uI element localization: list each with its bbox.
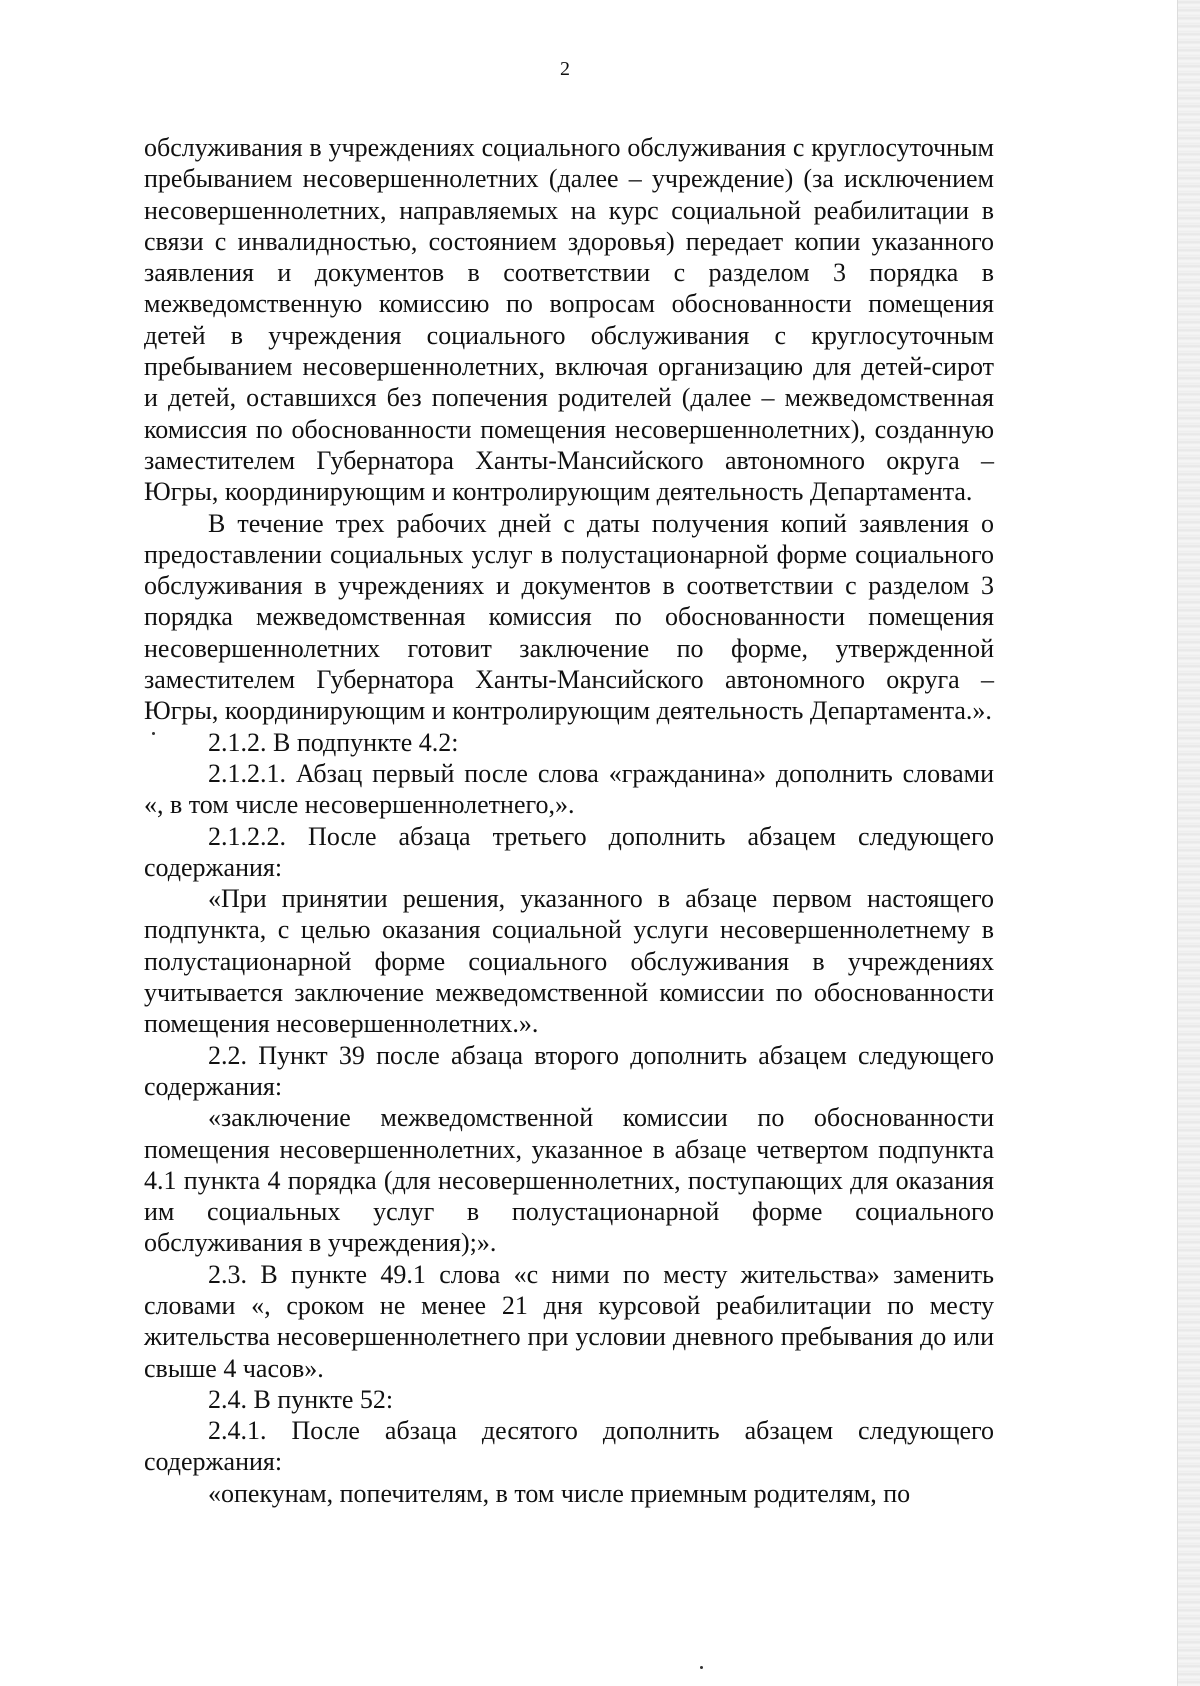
paragraph-5: 2.1.2.2. После абзаца третьего дополнить абзацем следующего содержания:: [144, 821, 994, 882]
scan-speck: [700, 1666, 703, 1669]
paragraph-6: «При принятии решения, указанного в абзаце первом настоящего подпункта, с целью оказания социальной услуги несовершеннолетнему в полустационарной форме социального обслуживания в учреждениях учитывается заключение межведомственной комиссии по обоснованности помещения несовершеннолетних.».: [144, 884, 994, 1039]
paragraph-2: В течение трех рабочих дней с даты получения копий заявления о предоставлении социальных услуг в полустационарной форме социального обслуживания в учреждениях и документов в соответствии с разделом 3 порядка межведомственная комиссия по обоснованности помещения несовершеннолетних готовит заключение по форме, утвержденной заместителем Губернатора Ханты-Мансийского автономного округа – Югры, координирующим и контролирующим деятельность Департамента.».: [144, 508, 994, 726]
page-number: 2: [560, 58, 570, 80]
scan-edge-shadow: [1177, 0, 1200, 1686]
paragraph-8: «заключение межведомственной комиссии по обоснованности помещения несовершеннолетних, указанное в абзаце четвертом подпункта 4.1 пункта 4 порядка (для несовершеннолетних, поступающих для оказания им социальных услуг в полустационарной форме социального обслуживания в учреждения);».: [144, 1103, 994, 1258]
paragraph-4: 2.1.2.1. Абзац первый после слова «гражданина» дополнить словами «, в том числе несовершеннолетнего,».: [144, 758, 994, 820]
paragraph-9: 2.3. В пункте 49.1 слова «с ними по месту жительства» заменить словами «, сроком не менее 21 дня курсовой реабилитации по месту жительства несовершеннолетнего при условии дневного пребывания до или свыше 4 часов».: [144, 1259, 994, 1383]
paragraph-10: 2.4. В пункте 52:: [208, 1384, 394, 1414]
paragraph-11: 2.4.1. После абзаца десятого дополнить абзацем следующего содержания:: [144, 1416, 994, 1477]
scan-speck: [152, 732, 155, 735]
document-body: [144, 132, 994, 1509]
paragraph-1: обслуживания в учреждениях социального обслуживания с круглосуточным пребыванием несовершеннолетних (далее – учреждение) (за исключением несовершеннолетних, направляемых на курс социальной реабилитации в связи с инвалидностью, состоянием здоровья) передает копии указанного заявления и документов в соответствии с разделом 3 порядка в межведомственную комиссию по вопросам обоснованности помещения детей в учреждения социального обслуживания с круглосуточным пребыванием несовершеннолетних, включая организацию для детей-сирот и детей, оставшихся без попечения родителей (далее – межведомственная комиссия по обоснованности помещения несовершеннолетних), созданную заместителем Губернатора Ханты-Мансийского автономного округа – Югры, координирующим и контролирующим деятельность Департамента.: [144, 133, 994, 507]
paragraph-7: 2.2. Пункт 39 после абзаца второго дополнить абзацем следующего содержания:: [144, 1040, 994, 1101]
paragraph-3: 2.1.2. В подпункте 4.2:: [208, 727, 459, 757]
paragraph-12: «опекунам, попечителям, в том числе приемным родителям, по: [208, 1478, 911, 1508]
